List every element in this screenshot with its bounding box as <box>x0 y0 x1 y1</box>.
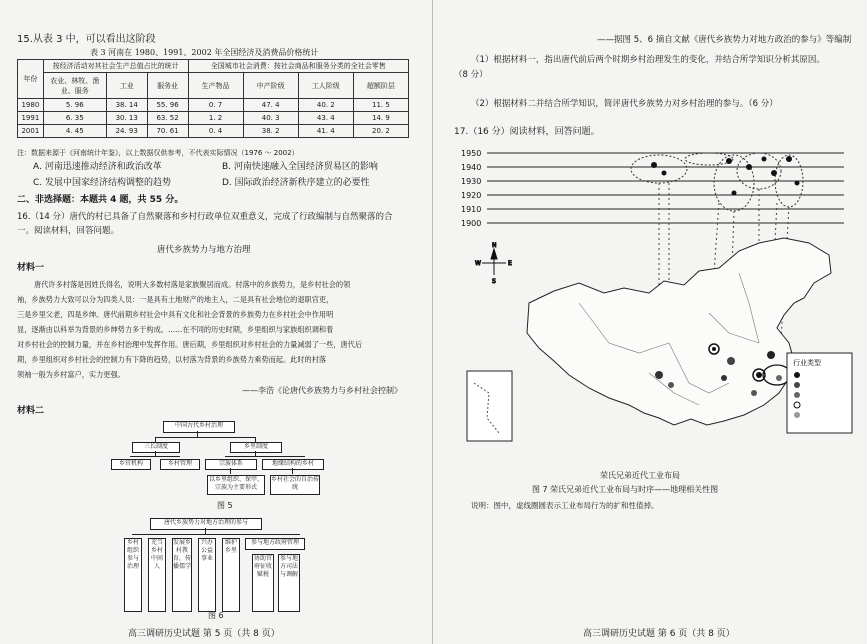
table-row <box>18 99 409 112</box>
map-caption-1: 荣氏兄弟近代工业布局 <box>600 471 680 480</box>
table-cell: 14. 9 <box>353 112 408 125</box>
table-subheader: 工人阶级 <box>298 73 353 99</box>
table-cell: 41. 4 <box>298 125 353 138</box>
fig5-level4-b: 乡村社会的自治传统 <box>270 475 320 495</box>
year-label: 1900 <box>461 219 482 228</box>
q16-text-line1: 16.（14 分）唐代的村已具备了自然聚落和乡村行政单位双重意义，完成了行政编制与自然聚落的合 <box>17 212 393 222</box>
table-cell: 30. 13 <box>106 112 147 125</box>
china-outline <box>527 238 831 425</box>
q17-heading: 17.（16 分）阅读材料，回答问题。 <box>454 127 600 137</box>
q2-line1: （2）根据材料二并结合所学知识，简评唐代乡族势力对乡村治理的参与。（6 分） <box>471 99 778 109</box>
table-subheader: 超额阶层 <box>353 73 408 99</box>
table-cell: 40. 3 <box>243 112 298 125</box>
map-note: 说明：图中，虚线圈圆表示工业布局行为的扩和性值掉。 <box>471 501 659 510</box>
fig5-level3-item: 乡官机构 <box>111 459 151 470</box>
table-cell: 38. 2 <box>243 125 298 138</box>
fig6-column: 维护乡里 <box>222 538 240 612</box>
table-cell: 55. 96 <box>147 99 188 112</box>
fig6-column: 发展乡村教育，传播儒学 <box>172 538 192 612</box>
material-one-title: 材料一 <box>17 263 45 273</box>
fig5-level3-item: 地缘结构的乡村 <box>262 459 324 470</box>
fig6-column: 充当乡村中间人 <box>148 538 166 612</box>
material-one-line: 唐代许多村落是因姓氏得名，说明大多数村落是家族聚居而成。村落中的乡族势力，是乡村社会的领 <box>34 280 351 289</box>
timeline-dot <box>786 156 792 162</box>
fig5-root: 中国古代乡村治理 <box>163 421 235 433</box>
table-subheader: 中产阶级 <box>243 73 298 99</box>
table-cell: 47. 4 <box>243 99 298 112</box>
source-line: ——据图 5、6 摘自文献《唐代乡族势力对地方政治的参与》等编制 <box>597 35 852 45</box>
figure-5-caption: 图 5 <box>217 501 233 510</box>
table-subheader: 农业、林牧、渔业、服务 <box>43 73 106 99</box>
table-note: 注：数据来源于《河南统计年鉴》，以上数据仅供参考，不代表实际情况（1976 ～ 2002） <box>17 149 299 157</box>
table-cell: 24. 93 <box>106 125 147 138</box>
svg-text:E: E <box>508 260 512 267</box>
industry-marker <box>751 390 757 396</box>
table-cell: 43. 4 <box>298 112 353 125</box>
material-two-title: 材料二 <box>17 406 45 416</box>
fig5-level2-b: 乡里制度 <box>230 442 282 453</box>
year-label: 1920 <box>461 191 482 200</box>
page-right <box>437 0 867 644</box>
timeline-dot <box>732 191 737 196</box>
table-cell: 11. 5 <box>353 99 408 112</box>
legend-title: 行业类型 <box>793 359 821 367</box>
timeline-dot <box>726 158 732 164</box>
fig6-column: 兴办公益事业 <box>198 538 216 612</box>
svg-text:N: N <box>492 242 497 249</box>
fig6-subcolumn: 参与地方司法与调解 <box>278 554 300 612</box>
timeline-cluster <box>685 153 733 165</box>
data-table <box>17 59 409 138</box>
table-cell: 1991 <box>18 112 44 125</box>
legend-swatch <box>794 372 800 378</box>
table-header-group1: 按经济活动对其社会生产总值占比的统计 <box>43 60 188 73</box>
year-label: 1950 <box>461 149 482 158</box>
table-cell: 0. 4 <box>188 125 243 138</box>
footer-right: 高三调研历史试题 第 6 页（共 8 页） <box>583 629 735 639</box>
map-svg <box>459 143 854 483</box>
table-subheader: 生产物品 <box>188 73 243 99</box>
table-cell: 63. 52 <box>147 112 188 125</box>
industry-marker <box>776 375 782 381</box>
table-cell: 70. 61 <box>147 125 188 138</box>
q1-line1: （1）根据材料一，指出唐代前后两个时期乡村治理发生的变化，并结合所学知识分析其原因。 <box>471 55 825 65</box>
table-cell: 6. 35 <box>43 112 106 125</box>
article-title: 唐代乡族势力与地方治理 <box>157 245 251 255</box>
table-cell: 1980 <box>18 99 44 112</box>
table-cell: 38. 14 <box>106 99 147 112</box>
option-a: A. 河南迅速推动经济和政治改革 <box>33 162 162 172</box>
legend-swatch <box>794 412 800 418</box>
table-header-year: 年份 <box>18 60 44 99</box>
year-label: 1930 <box>461 177 482 186</box>
table-caption: 表 3 河南在 1980、1991、2002 年全国经济及消费品价格统计 <box>90 48 319 57</box>
section-two-heading: 二、非选择题：本题共 4 题，共 55 分。 <box>17 195 184 205</box>
timeline-cluster <box>631 155 687 183</box>
fig5-level2-a: 三长制度 <box>132 442 180 453</box>
legend-swatch <box>794 392 800 398</box>
legend-swatch <box>794 382 800 388</box>
timeline-cluster <box>714 155 754 211</box>
table-cell: 40. 2 <box>298 99 353 112</box>
material-one-source: ——李浩《论唐代乡族势力与乡村社会控制》 <box>242 386 402 395</box>
material-one-line: 显，逐渐由以科举为背景的乡绅势力多于构成。……在不同的历史时期，乡里组织与家族组织调和着 <box>17 325 334 334</box>
year-label: 1910 <box>461 205 482 214</box>
page-divider <box>432 0 433 644</box>
option-c: C. 发展中国家经济结构调整的趋势 <box>33 178 172 188</box>
timeline-dot <box>651 162 657 168</box>
compass-icon <box>475 242 512 285</box>
map-caption-2: 图 7 荣氏兄弟近代工业布局与时序——地理相关性图 <box>532 485 719 494</box>
timeline-dot <box>771 170 777 176</box>
option-d: D. 国际政治经济新秩序建立的必要性 <box>222 178 370 188</box>
table-subheader: 工业 <box>106 73 147 99</box>
material-one-line: 领袖一般为乡村富户，实力更强。 <box>17 370 125 379</box>
fig5-level3-item: 宗族体系 <box>205 459 257 470</box>
industry-marker <box>767 351 775 359</box>
industry-marker <box>721 375 727 381</box>
fig6-column: 乡村组织参与治理 <box>124 538 142 612</box>
timeline-dot <box>662 171 667 176</box>
year-label: 1940 <box>461 163 482 172</box>
table-cell: 1. 2 <box>188 112 243 125</box>
option-b: B. 河南快速融入全国经济贸易区的影响 <box>222 162 378 172</box>
fig5-level3-item: 乡村管理 <box>160 459 200 470</box>
q1-line2: （8 分） <box>454 70 488 80</box>
figure-6-caption: 图 6 <box>208 611 224 620</box>
fig6-column: 参与地方政府管理 <box>245 538 305 550</box>
fig6-root: 唐代乡族势力对地方治理的参与 <box>150 518 262 530</box>
timeline-dot <box>746 164 752 170</box>
fig5-level4-a: 以乡里组织、保甲、宗族为主要形式 <box>207 475 265 495</box>
q16-text-line2: 一。阅读材料，回答问题。 <box>17 226 120 236</box>
table-cell: 2001 <box>18 125 44 138</box>
industry-marker <box>668 382 674 388</box>
table-row <box>18 125 409 138</box>
table-cell: 5. 96 <box>43 99 106 112</box>
svg-text:W: W <box>475 260 481 267</box>
inset-map <box>467 371 512 441</box>
material-one-line: 袖，乡族势力大致可以分为四类人员：一是具有土地财产的地主人，二是具有社会地位的退职官吏， <box>17 295 334 304</box>
page-left <box>0 0 430 644</box>
table-header-group2: 全国城市社会消费：按社会商品和服务分类的全社会零售 <box>188 60 409 73</box>
material-one-line: 期，乡里组织对乡村社会的控制力有下降的趋势，以村落为背景的乡族势力乘势而起。此时的村落 <box>17 355 327 364</box>
table-subheader: 服务业 <box>147 73 188 99</box>
industry-marker <box>727 357 735 365</box>
table-row <box>18 112 409 125</box>
table-cell: 4. 45 <box>43 125 106 138</box>
table-cell: 20. 2 <box>353 125 408 138</box>
q15-head: 15.从表 3 中，可以看出这阶段 <box>17 34 156 45</box>
timeline-dot <box>762 157 767 162</box>
svg-text:S: S <box>492 278 496 285</box>
footer-left: 高三调研历史试题 第 5 页（共 8 页） <box>128 629 280 639</box>
material-one-line: 对乡村社会的控制力量，并在乡村治理中发挥作用。唐后期，乡里组织对乡村社会的力量减弱了一些，唐代后 <box>17 340 363 349</box>
fig6-subcolumn: 协助官府征收赋税 <box>252 554 274 612</box>
timeline-dot <box>795 181 800 186</box>
material-one-line: 三是乡里父老，四是乡绅。唐代前期乡村社会中具有文化和社会背景的乡族势力在乡村社会中作用明 <box>17 310 334 319</box>
industry-marker <box>655 371 663 379</box>
table-cell: 0. 7 <box>188 99 243 112</box>
figure-7-map <box>459 143 854 483</box>
